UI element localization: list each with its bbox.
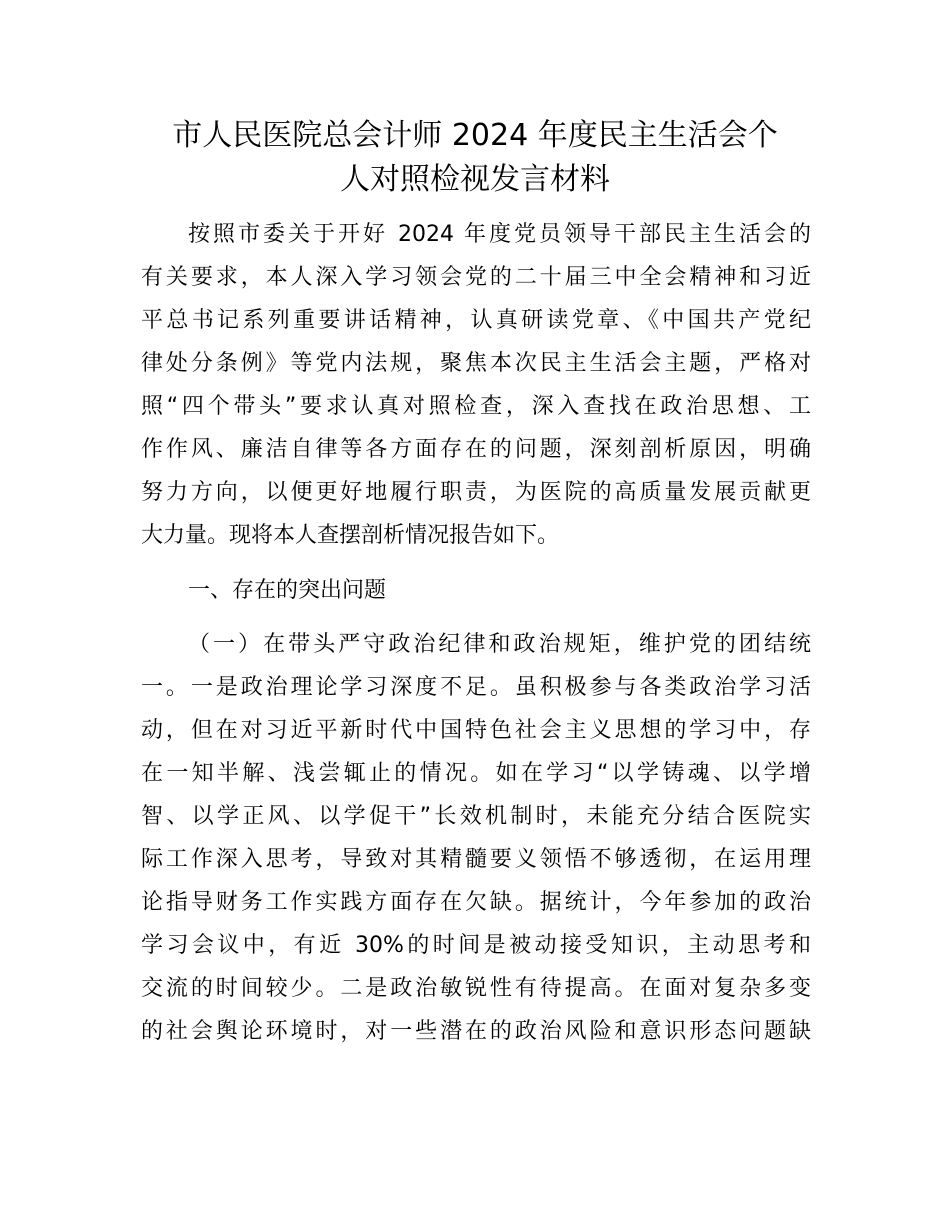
body-line: （一）在带头严守政治纪律和政治规矩，维护党的团结统 [188,632,811,657]
body-line: 交流的时间较少。二是政治敏锐性有待提高。在面对复杂多变 [141,976,811,1001]
body-line: 一。一是政治理论学习深度不足。虽积极参与各类政治学习活 [141,675,811,700]
body-line: 的社会舆论环境时，对一些潜在的政治风险和意识形态问题缺 [141,1019,811,1044]
body-line: 学习会议中，有近 30%的时间是被动接受知识，主动思考和 [141,933,811,958]
body-line: 在一知半解、浅尝辄止的情况。如在学习“以学铸魂、以学增 [141,761,811,786]
document-title-line-1: 市人民医院总会计师 2024 年度民主生活会个 [172,118,778,153]
document-title-line-2: 人对照检视发言材料 [340,162,610,197]
intro-line: 作作风、廉洁自律等各方面存在的问题，深刻剖析原因，明确 [141,437,811,462]
body-line: 智、以学正风、以学促干”长效机制时，未能充分结合医院实 [141,804,811,829]
intro-line: 大力量。现将本人查摆剖析情况报告如下。 [141,523,560,548]
intro-line: 照“四个带头”要求认真对照检查，深入查找在政治思想、工 [141,394,811,419]
intro-line: 努力方向，以便更好地履行职责，为医院的高质量发展贡献更 [141,480,811,505]
intro-line: 律处分条例》等党内法规，聚焦本次民主生活会主题，严格对 [141,351,811,376]
section-heading: 一、存在的突出问题 [188,578,387,603]
intro-line: 有关要求，本人深入学习领会党的二十届三中全会精神和习近 [141,265,811,290]
intro-line: 按照市委关于开好 2024 年度党员领导干部民主生活会的 [188,222,811,247]
body-line: 论指导财务工作实践方面存在欠缺。据统计，今年参加的政治 [141,890,811,915]
intro-line: 平总书记系列重要讲话精神，认真研读党章、《中国共产党纪 [141,308,811,333]
body-line: 动，但在对习近平新时代中国特色社会主义思想的学习中，存 [141,718,811,743]
body-line: 际工作深入思考，导致对其精髓要义领悟不够透彻，在运用理 [141,847,811,872]
